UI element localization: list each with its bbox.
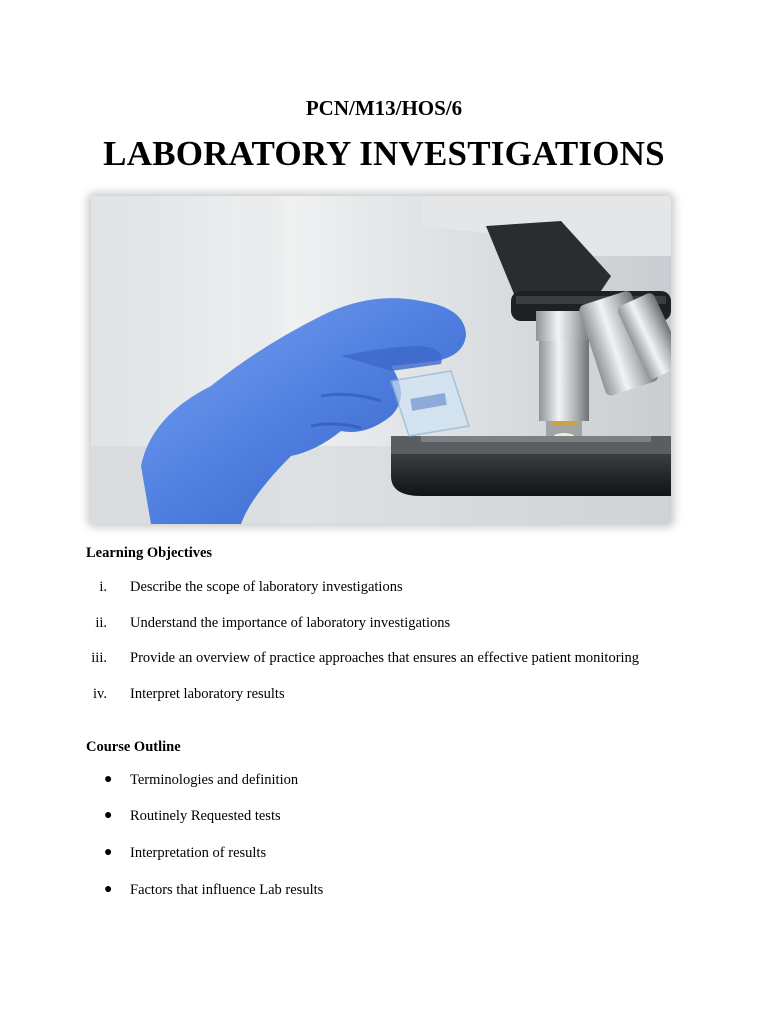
outline-text: Interpretation of results [130,845,267,861]
bullet-icon: ● [104,882,113,897]
course-outline-heading: Course Outline [86,739,181,755]
objective-text: Understand the importance of laboratory investigations [130,615,451,631]
outline-text: Terminologies and definition [130,772,299,788]
objective-number: i. [99,579,107,595]
bullet-icon: ● [104,845,113,860]
bullet-icon: ● [104,808,113,823]
outline-text: Factors that influence Lab results [130,882,324,898]
bullet-icon: ● [104,772,113,787]
microscope-photo [91,196,671,524]
page-title: LABORATORY INVESTIGATIONS [103,134,665,173]
learning-objectives-heading: Learning Objectives [86,545,213,561]
objective-number: ii. [95,615,107,631]
outline-text: Routinely Requested tests [130,808,281,824]
objective-text: Describe the scope of laboratory investigations [130,579,403,595]
objective-text: Provide an overview of practice approaches that ensures an effective patient monitoring [130,650,640,666]
objective-text: Interpret laboratory results [130,686,285,702]
objective-number: iii. [91,650,107,666]
objective-number: iv. [93,686,107,702]
microscope-illustration [91,196,671,524]
document-code: PCN/M13/HOS/6 [305,96,463,120]
